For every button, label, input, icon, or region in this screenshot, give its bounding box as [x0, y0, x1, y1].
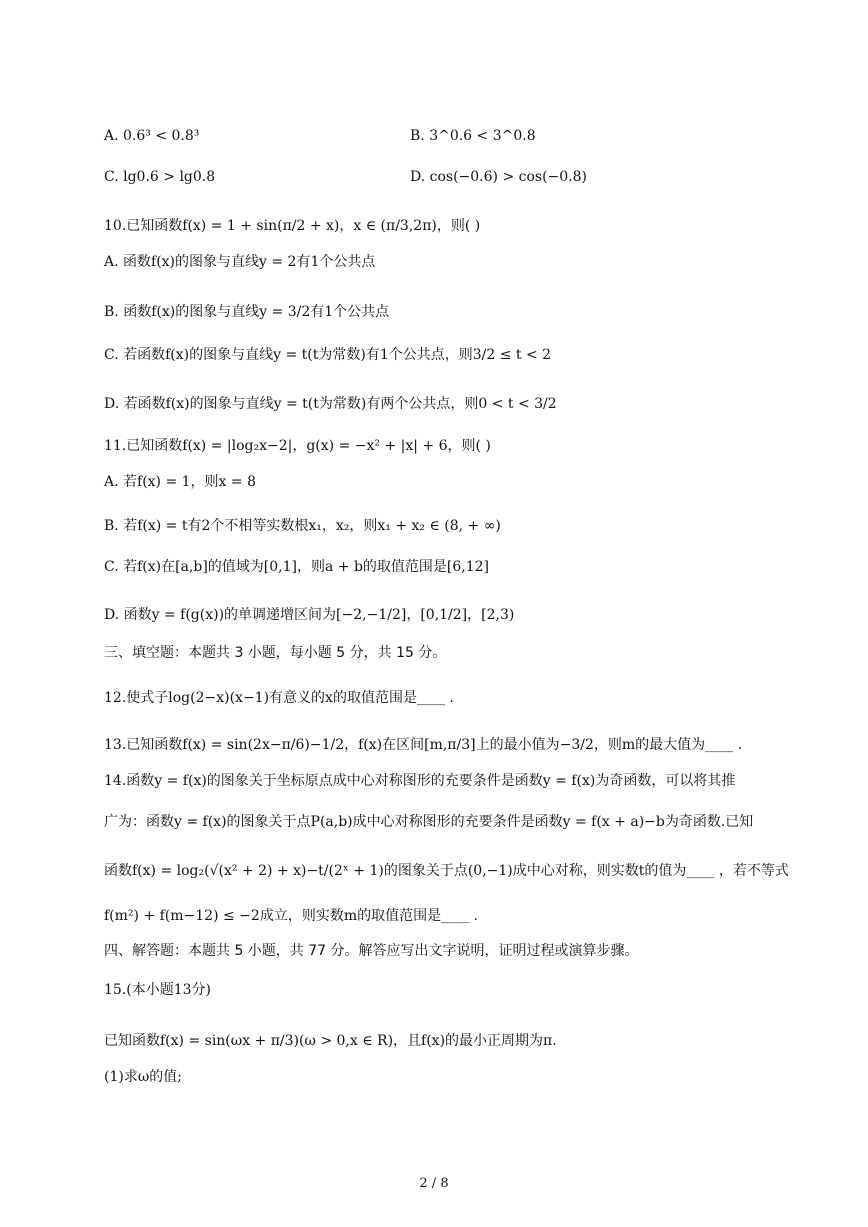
q10-option-b: B. 函数f(x)的图象与直线y = 3/2有1个公共点: [104, 304, 390, 320]
q10-option-a: A. 函数f(x)的图象与直线y = 2有1个公共点: [104, 254, 376, 270]
q12: 12.使式子log(2−x)(x−1)有意义的x的取值范围是____ .: [104, 690, 454, 706]
q13: 13.已知函数f(x) = sin(2x−π/6)−1/2，f(x)在区间[m,π/3]上的最小值为−3/2，则m的最大值为____ .: [104, 737, 743, 753]
q15-title: 15.(本小题13分): [104, 982, 212, 998]
q9-option-a: A. 0.6³ < 0.8³: [104, 128, 200, 144]
q11-option-d: D. 函数y = f(g(x))的单调递增区间为[−2,−1/2]，[0,1/2]，[2,3): [104, 607, 515, 623]
q14-line-3: 函数f(x) = log₂(√(x² + 2) + x)−t/(2ˣ + 1)的图象关于点(0,−1)成中心对称，则实数t的值为____ ，若不等式: [104, 863, 789, 879]
page-number: 2 / 8: [419, 1176, 449, 1191]
q9-option-c: C. lg0.6 > lg0.8: [104, 169, 216, 185]
q11-stem: 11.已知函数f(x) = |log₂x−2|，g(x) = −x² + |x| + 6，则( ): [104, 438, 491, 454]
section-3-heading: 三、填空题：本题共 3 小题，每小题 5 分，共 15 分。: [104, 645, 447, 661]
q10-option-d: D. 若函数f(x)的图象与直线y = t(t为常数)有两个公共点，则0 < t < 3/2: [104, 396, 557, 412]
q10-stem: 10.已知函数f(x) = 1 + sin(π/2 + x)，x ∈ (π/3,2π)，则( ): [104, 218, 481, 234]
section-4-heading: 四、解答题：本题共 5 小题，共 77 分。解答应写出文字说明，证明过程或演算步骤。: [104, 943, 639, 959]
q14-line-2: 广为：函数y = f(x)的图象关于点P(a,b)成中心对称图形的充要条件是函数y = f(x + a)−b为奇函数.已知: [104, 814, 754, 830]
q9-option-d: D. cos(−0.6) > cos(−0.8): [410, 169, 588, 185]
q11-option-b: B. 若f(x) = t有2个不相等实数根x₁，x₂，则x₁ + x₂ ∈ (8, + ∞): [104, 518, 501, 534]
q14-line-1: 14.函数y = f(x)的图象关于坐标原点成中心对称图形的充要条件是函数y = f(x)为奇函数，可以将其推: [104, 773, 736, 789]
q15-stem: 已知函数f(x) = sin(ωx + π/3)(ω > 0,x ∈ R)，且f(x)的最小正周期为π.: [104, 1033, 557, 1049]
q15-part-1: (1)求ω的值;: [104, 1069, 182, 1085]
q10-option-c: C. 若函数f(x)的图象与直线y = t(t为常数)有1个公共点，则3/2 ≤ t < 2: [104, 347, 552, 363]
q14-line-4: f(m²) + f(m−12) ≤ −2成立，则实数m的取值范围是____ .: [104, 908, 478, 924]
q9-option-b: B. 3^0.6 < 3^0.8: [410, 128, 536, 144]
q11-option-c: C. 若f(x)在[a,b]的值域为[0,1]，则a + b的取值范围是[6,12]: [104, 559, 490, 575]
q11-option-a: A. 若f(x) = 1，则x = 8: [104, 474, 256, 490]
